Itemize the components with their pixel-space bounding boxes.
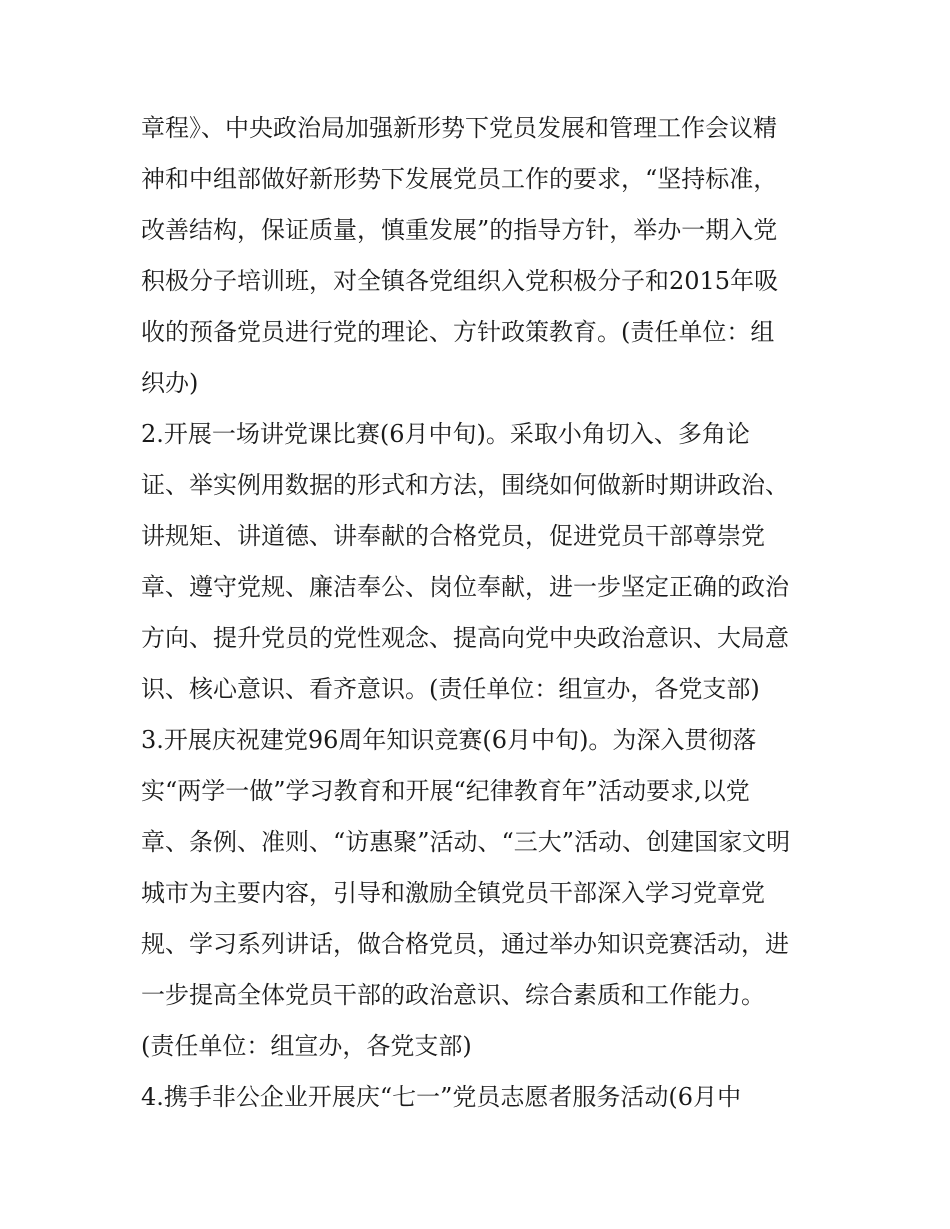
text-line: 讲规矩、讲道德、讲奉献的合格党员，促进党员干部尊崇党: [141, 522, 765, 550]
text-line: 章、遵守党规、廉洁奉公、岗位奉献，进一步坚定正确的政治: [141, 573, 789, 601]
text-line: 识、核心意识、看齐意识。(责任单位：组宣办，各党支部): [141, 675, 760, 703]
text-line: 改善结构，保证质量，慎重发展”的指导方针，举办一期入党: [141, 216, 778, 244]
text-line: 神和中组部做好新形势下发展党员工作的要求，“坚持标准，: [141, 165, 778, 193]
section-heading-4: 4.携手非公企业开展庆“七一”党员志愿者服务活动(6月中: [141, 1083, 742, 1111]
text-line: 章、条例、准则、“访惠聚”活动、“三大”活动、创建国家文明: [141, 828, 791, 856]
section-heading-3: 3.开展庆祝建党96周年知识竞赛(6月中旬)。为深入贯彻落: [141, 726, 757, 754]
text-line: 证、举实例用数据的形式和方法，围绕如何做新时期讲政治、: [141, 471, 789, 499]
text-line: 一步提高全体党员干部的政治意识、综合素质和工作能力。: [141, 981, 765, 1009]
text-line: 方向、提升党员的党性观念、提高向党中央政治意识、大局意: [141, 624, 789, 652]
text-line: 城市为主要内容，引导和激励全镇党员干部深入学习党章党: [141, 879, 765, 907]
text-line: 积极分子培训班，对全镇各党组织入党积极分子和2015年吸: [141, 267, 779, 295]
text-line: 实“两学一做”学习教育和开展“纪律教育年”活动要求,以党: [141, 777, 750, 805]
text-line: 章程》、中央政治局加强新形势下党员发展和管理工作会议精: [141, 114, 777, 142]
text-line: (责任单位：组宣办，各党支部): [141, 1032, 472, 1060]
text-line: 收的预备党员进行党的理论、方针政策教育。(责任单位：组: [141, 318, 775, 346]
text-line: 规、学习系列讲话，做合格党员，通过举办知识竞赛活动，进: [141, 930, 789, 958]
document-body: [141, 103, 841, 1123]
section-heading-2: 2.开展一场讲党课比赛(6月中旬)。采取小角切入、多角论: [141, 420, 750, 448]
text-line: 织办): [141, 369, 199, 397]
